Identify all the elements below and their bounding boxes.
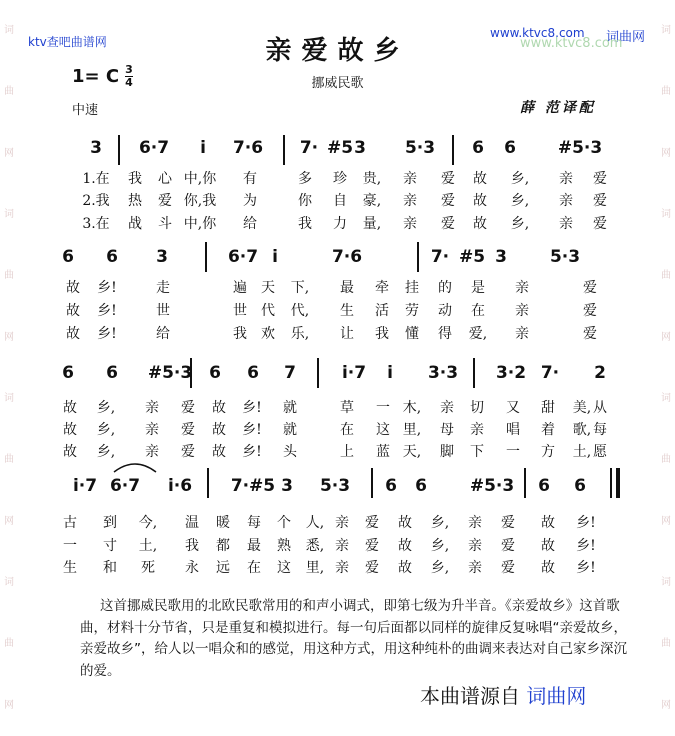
- lyric-syllable: 乐,: [290, 326, 310, 342]
- lyric-syllable: 量,: [362, 216, 382, 232]
- lyric-syllable: 古: [63, 515, 77, 531]
- lyric-syllable: 就: [283, 400, 297, 416]
- lyric-syllable: 1.在: [82, 171, 110, 187]
- lyric-syllable: 斗: [158, 216, 172, 232]
- lyric-syllable: 亲: [515, 303, 529, 319]
- side-watermark-char: 曲: [661, 638, 671, 650]
- lyric-syllable: 方: [541, 444, 555, 460]
- lyric-syllable: 亲: [468, 560, 482, 576]
- lyric-syllable: 这: [277, 560, 291, 576]
- note: 6: [415, 476, 427, 496]
- note: 5·3: [319, 476, 351, 496]
- note: #5·3: [147, 363, 193, 383]
- note: 7·: [540, 363, 560, 383]
- lyric-syllable: 故: [212, 444, 226, 460]
- lyric-syllable: 懂: [405, 326, 419, 342]
- lyric-syllable: 土,: [572, 444, 592, 460]
- side-watermark-left: [2, 0, 16, 736]
- lyric-syllable: 甜: [541, 400, 555, 416]
- lyric-syllable: 代,: [290, 303, 310, 319]
- lyric-syllable: 乡!: [97, 280, 117, 296]
- lyric-syllable: 爱: [501, 538, 515, 554]
- note: 6: [62, 363, 74, 383]
- lyric-syllable: 乡,: [96, 400, 116, 416]
- side-watermark-char: 词: [661, 577, 671, 589]
- lyric-syllable: 亲: [335, 515, 349, 531]
- lyric-syllable: 暖: [216, 515, 230, 531]
- lyric-syllable: 愿: [593, 444, 607, 460]
- barline: [317, 358, 319, 388]
- lyric-syllable: 乡,: [96, 444, 116, 460]
- lyric-syllable: 永: [185, 560, 199, 576]
- lyric-syllable: 我: [233, 326, 247, 342]
- lyric-syllable: 珍: [333, 171, 347, 187]
- note: 3: [90, 138, 102, 158]
- lyric-syllable: 木,: [402, 400, 422, 416]
- lyric-syllable: 就: [283, 422, 297, 438]
- lyric-syllable: 脚: [440, 444, 454, 460]
- lyric-syllable: 母: [440, 422, 454, 438]
- lyric-syllable: 乡!: [576, 560, 596, 576]
- lyric-syllable: 爱: [583, 326, 597, 342]
- lyric-syllable: 故: [541, 560, 555, 576]
- lyric-syllable: 亲: [515, 280, 529, 296]
- lyric-syllable: 土,: [138, 538, 158, 554]
- lyric-syllable: 世: [156, 303, 170, 319]
- note: i: [272, 247, 278, 267]
- side-watermark-char: 曲: [661, 454, 671, 466]
- lyric-syllable: 草: [340, 400, 354, 416]
- lyric-syllable: 战: [128, 216, 142, 232]
- lyric-syllable: 心: [158, 171, 172, 187]
- note: 7·: [430, 247, 450, 267]
- tempo-marking: 中速: [72, 103, 99, 118]
- time-numerator: 3: [125, 63, 133, 76]
- source-footer: [420, 680, 586, 709]
- side-watermark-char: 网: [661, 699, 671, 711]
- note: 6·7: [109, 476, 141, 496]
- lyric-syllable: 今,: [138, 515, 158, 531]
- barline: [524, 468, 526, 498]
- side-watermark-char: 网: [4, 331, 14, 343]
- lyric-syllable: 唱: [506, 422, 520, 438]
- side-watermark-char: 网: [4, 515, 14, 527]
- lyric-syllable: 爱: [501, 560, 515, 576]
- note: 7·: [299, 138, 319, 158]
- lyric-syllable: 亲: [403, 193, 417, 209]
- lyric-syllable: 故: [66, 280, 80, 296]
- lyric-syllable: 故: [473, 216, 487, 232]
- lyric-syllable: 世: [233, 303, 247, 319]
- lyric-syllable: 乡,: [510, 193, 530, 209]
- lyric-syllable: 你,我: [183, 193, 217, 209]
- note: 7·6: [331, 247, 363, 267]
- lyric-syllable: 人,: [305, 515, 325, 531]
- song-origin: 挪威民歌: [311, 76, 364, 91]
- note: i: [200, 138, 206, 158]
- lyric-syllable: 中,你: [183, 216, 217, 232]
- lyric-syllable: 切: [470, 400, 484, 416]
- barline: [473, 358, 475, 388]
- lyric-syllable: 悉,: [305, 538, 325, 554]
- lyric-syllable: 下,: [290, 280, 310, 296]
- lyric-syllable: 故: [473, 171, 487, 187]
- note: 7·6: [232, 138, 264, 158]
- lyric-syllable: 从: [593, 400, 607, 416]
- barline: [371, 468, 373, 498]
- lyric-syllable: 热: [128, 193, 142, 209]
- note: 3·3: [427, 363, 459, 383]
- note: 5·3: [404, 138, 436, 158]
- lyric-syllable: 上: [340, 444, 354, 460]
- side-watermark-char: 网: [661, 331, 671, 343]
- lyric-syllable: 爱: [441, 171, 455, 187]
- lyric-syllable: 寸: [103, 538, 117, 554]
- lyric-syllable: 爱: [593, 171, 607, 187]
- lyric-syllable: 亲: [335, 538, 349, 554]
- side-watermark-char: 词: [661, 209, 671, 221]
- lyric-syllable: 乡,: [96, 422, 116, 438]
- lyric-syllable: 故: [398, 560, 412, 576]
- note: 6·7: [227, 247, 259, 267]
- lyric-syllable: 乡,: [510, 216, 530, 232]
- side-watermark-char: 曲: [661, 86, 671, 98]
- side-watermark-char: 网: [4, 147, 14, 159]
- lyric-syllable: 每: [593, 422, 607, 438]
- lyric-syllable: 天,: [402, 444, 422, 460]
- lyric-syllable: 在: [247, 560, 261, 576]
- lyric-syllable: 代: [261, 303, 275, 319]
- lyric-syllable: 爱: [181, 422, 195, 438]
- lyric-syllable: 亲: [145, 422, 159, 438]
- side-watermark-char: 词: [661, 25, 671, 37]
- barline: [207, 468, 209, 498]
- lyric-syllable: 里,: [402, 422, 422, 438]
- song-description: 这首挪威民歌用的北欧民歌常用的和声小调式，即第七级为升半音。《亲爱故乡》这首歌曲，材料十分节省，只是重复和模拟进行。每一句后面都以同样的旋律反复咏唱“亲爱故乡，亲爱故乡”，给人以一唱众和的感觉，用这种方式，用这种纯朴的曲调来表达对自己家乡深沉的爱。: [80, 598, 627, 679]
- side-watermark-char: 网: [661, 147, 671, 159]
- lyric-syllable: 这: [376, 422, 390, 438]
- lyric-syllable: 亲: [515, 326, 529, 342]
- lyric-syllable: 每: [247, 515, 261, 531]
- lyric-syllable: 乡!: [576, 538, 596, 554]
- lyric-syllable: 故: [212, 400, 226, 416]
- note: 6: [62, 247, 74, 267]
- note: i: [387, 363, 393, 383]
- note: 6: [247, 363, 259, 383]
- lyric-syllable: 里,: [305, 560, 325, 576]
- tie-arc: [110, 460, 160, 474]
- translator-credit: 薛 范译配: [520, 100, 596, 116]
- lyric-syllable: 爱: [583, 303, 597, 319]
- lyric-syllable: 亲: [559, 216, 573, 232]
- lyric-syllable: 给: [243, 216, 257, 232]
- lyric-syllable: 个: [277, 515, 291, 531]
- lyric-syllable: 爱: [593, 216, 607, 232]
- lyric-syllable: 亲: [468, 515, 482, 531]
- lyric-syllable: 故: [473, 193, 487, 209]
- lyric-syllable: 豪,: [362, 193, 382, 209]
- lyric-syllable: 在: [471, 303, 485, 319]
- lyric-syllable: 牵: [375, 280, 389, 296]
- lyric-syllable: 2.我: [82, 193, 110, 209]
- lyric-syllable: 故: [541, 538, 555, 554]
- lyric-syllable: 最: [247, 538, 261, 554]
- time-denominator: 4: [125, 76, 133, 89]
- lyric-syllable: 一: [63, 538, 77, 554]
- barline: [205, 242, 207, 272]
- lyric-syllable: 爱: [583, 280, 597, 296]
- lyric-syllable: 在: [340, 422, 354, 438]
- lyric-syllable: 的: [438, 280, 452, 296]
- lyric-syllable: 乡!: [97, 326, 117, 342]
- side-watermark-char: 曲: [661, 270, 671, 282]
- lyric-syllable: 得: [438, 326, 452, 342]
- lyric-syllable: 乡!: [576, 515, 596, 531]
- final-barline: [616, 468, 620, 498]
- watermark-top-right-site: 词曲网: [606, 30, 646, 45]
- side-watermark-char: 词: [4, 393, 14, 405]
- lyric-syllable: 动: [438, 303, 452, 319]
- lyric-syllable: 着: [541, 422, 555, 438]
- lyric-syllable: 故: [398, 538, 412, 554]
- lyric-syllable: 天: [261, 280, 275, 296]
- lyric-syllable: 你: [298, 193, 312, 209]
- lyric-syllable: 和: [103, 560, 117, 576]
- lyric-syllable: 亲: [559, 171, 573, 187]
- lyric-syllable: 死: [141, 560, 155, 576]
- barline: [118, 135, 120, 165]
- lyric-syllable: 一: [506, 444, 520, 460]
- lyric-syllable: 给: [156, 326, 170, 342]
- lyric-syllable: 乡!: [242, 444, 262, 460]
- lyric-syllable: 中,你: [183, 171, 217, 187]
- side-watermark-char: 曲: [4, 454, 14, 466]
- watermark-top-right-faint: www.ktvc8.com: [520, 36, 623, 51]
- lyric-syllable: 故: [63, 400, 77, 416]
- lyric-syllable: 爱: [181, 400, 195, 416]
- lyric-syllable: 走: [156, 280, 170, 296]
- barline: [452, 135, 454, 165]
- watermark-top-right-url: www.ktvc8.com: [490, 26, 585, 40]
- side-watermark-right: [659, 0, 673, 736]
- song-title: 亲爱故乡: [265, 36, 410, 66]
- side-watermark-char: 词: [661, 393, 671, 405]
- lyric-syllable: 亲: [145, 400, 159, 416]
- note: #5: [326, 138, 354, 158]
- lyric-syllable: 故: [398, 515, 412, 531]
- note: 3·2: [495, 363, 527, 383]
- lyric-syllable: 生: [340, 303, 354, 319]
- lyric-syllable: 歌,: [572, 422, 592, 438]
- lyric-syllable: 是: [471, 280, 485, 296]
- lyric-syllable: 故: [66, 326, 80, 342]
- note: 6: [106, 363, 118, 383]
- lyric-syllable: 下: [470, 444, 484, 460]
- lyric-syllable: 爱,: [468, 326, 488, 342]
- lyric-syllable: 我: [298, 216, 312, 232]
- side-watermark-char: 曲: [4, 86, 14, 98]
- lyric-syllable: 我: [185, 538, 199, 554]
- lyric-syllable: 爱: [441, 216, 455, 232]
- note: 6: [504, 138, 516, 158]
- lyric-syllable: 故: [541, 515, 555, 531]
- lyric-syllable: 都: [216, 538, 230, 554]
- side-watermark-char: 词: [4, 209, 14, 221]
- lyric-syllable: 到: [103, 515, 117, 531]
- side-watermark-char: 曲: [4, 638, 14, 650]
- lyric-syllable: 力: [333, 216, 347, 232]
- lyric-syllable: 蓝: [376, 444, 390, 460]
- lyric-syllable: 爱: [365, 515, 379, 531]
- note: #5: [248, 476, 276, 496]
- lyric-syllable: 亲: [403, 171, 417, 187]
- lyric-syllable: 乡!: [242, 400, 262, 416]
- note: 7·: [230, 476, 250, 496]
- lyric-syllable: 故: [66, 303, 80, 319]
- side-watermark-char: 网: [661, 515, 671, 527]
- lyric-syllable: 欢: [261, 326, 275, 342]
- lyric-syllable: 爱: [501, 515, 515, 531]
- lyric-syllable: 亲: [559, 193, 573, 209]
- note: 6: [472, 138, 484, 158]
- note: 7: [284, 363, 296, 383]
- side-watermark-char: 词: [4, 577, 14, 589]
- note: i·6: [167, 476, 193, 496]
- lyric-syllable: 我: [128, 171, 142, 187]
- note: #5·3: [557, 138, 603, 158]
- lyric-syllable: 劳: [405, 303, 419, 319]
- lyric-syllable: 故: [63, 422, 77, 438]
- lyric-syllable: 亲: [470, 422, 484, 438]
- note: 6: [385, 476, 397, 496]
- lyric-syllable: 让: [340, 326, 354, 342]
- note: 3: [156, 247, 168, 267]
- lyric-syllable: 又: [506, 400, 520, 416]
- lyric-syllable: 3.在: [82, 216, 110, 232]
- lyric-syllable: 最: [340, 280, 354, 296]
- note: 6·7: [138, 138, 170, 158]
- lyric-syllable: 有: [243, 171, 257, 187]
- lyric-syllable: 多: [298, 171, 312, 187]
- source-prefix: 本曲谱源自: [420, 684, 520, 708]
- lyric-syllable: 生: [63, 560, 77, 576]
- note: 6: [209, 363, 221, 383]
- lyric-syllable: 乡!: [97, 303, 117, 319]
- barline: [283, 135, 285, 165]
- lyric-syllable: 爱: [181, 444, 195, 460]
- lyric-syllable: 活: [375, 303, 389, 319]
- side-watermark-char: 词: [4, 25, 14, 37]
- note: 2: [594, 363, 606, 383]
- side-watermark-char: 网: [4, 699, 14, 711]
- note: 6: [574, 476, 586, 496]
- lyric-syllable: 爱: [593, 193, 607, 209]
- lyric-syllable: 亲: [440, 400, 454, 416]
- lyric-syllable: 爱: [365, 538, 379, 554]
- lyric-syllable: 我: [375, 326, 389, 342]
- side-watermark-char: 曲: [4, 270, 14, 282]
- source-site: 词曲网: [526, 684, 587, 708]
- lyric-syllable: 美,: [572, 400, 592, 416]
- lyric-syllable: 乡,: [430, 538, 450, 554]
- lyric-syllable: 温: [185, 515, 199, 531]
- barline: [417, 242, 419, 272]
- lyric-syllable: 爱: [441, 193, 455, 209]
- lyric-syllable: 一: [376, 400, 390, 416]
- note: #5·3: [469, 476, 515, 496]
- key-label: 1= C: [72, 66, 120, 87]
- lyric-syllable: 头: [283, 444, 297, 460]
- lyric-syllable: 为: [243, 193, 257, 209]
- lyric-syllable: 爱: [158, 193, 172, 209]
- barline: [610, 468, 612, 498]
- lyric-syllable: 贵,: [362, 171, 382, 187]
- lyric-syllable: 自: [333, 193, 347, 209]
- note: i·7: [341, 363, 367, 383]
- watermark-top-left: ktv查吧曲谱网: [28, 35, 107, 49]
- lyric-syllable: 乡!: [242, 422, 262, 438]
- lyric-syllable: 乡,: [430, 560, 450, 576]
- lyric-syllable: 故: [63, 444, 77, 460]
- lyric-syllable: 亲: [145, 444, 159, 460]
- note: #5: [458, 247, 486, 267]
- note: 3: [495, 247, 507, 267]
- note: i·7: [72, 476, 98, 496]
- lyric-syllable: 熟: [277, 538, 291, 554]
- lyric-syllable: 挂: [405, 280, 419, 296]
- note: 6: [106, 247, 118, 267]
- note: 3: [354, 138, 366, 158]
- lyric-syllable: 遍: [233, 280, 247, 296]
- lyric-syllable: 远: [216, 560, 230, 576]
- lyric-syllable: 亲: [403, 216, 417, 232]
- note: 3: [281, 476, 293, 496]
- lyric-syllable: 爱: [365, 560, 379, 576]
- lyric-syllable: 亲: [335, 560, 349, 576]
- lyric-syllable: 乡,: [510, 171, 530, 187]
- note: 5·3: [549, 247, 581, 267]
- lyric-syllable: 故: [212, 422, 226, 438]
- lyric-syllable: 乡,: [430, 515, 450, 531]
- lyric-syllable: 亲: [468, 538, 482, 554]
- note: 6: [538, 476, 550, 496]
